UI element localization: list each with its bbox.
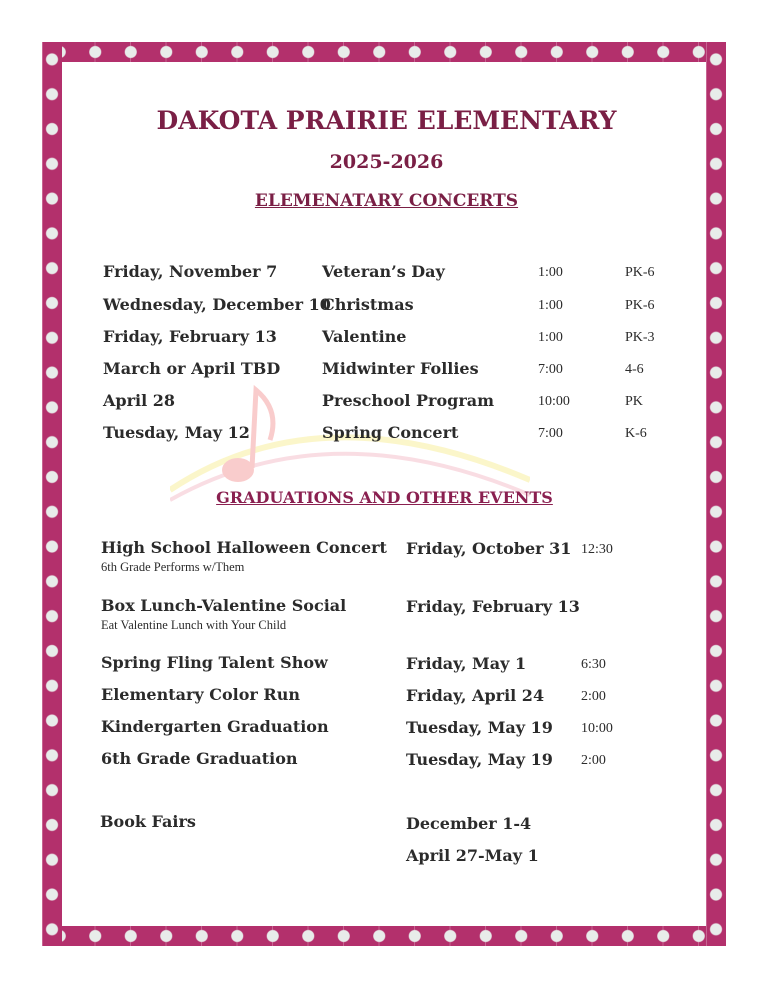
concert-grades: PK	[625, 394, 643, 409]
event-name: 6th Grade Graduation	[101, 749, 298, 768]
event-date: Friday, May 1	[406, 654, 527, 673]
concert-time: 7:00	[538, 426, 563, 441]
concert-date: Friday, November 7	[103, 262, 278, 281]
concert-grades: PK-3	[625, 330, 655, 345]
concert-grades: PK-6	[625, 265, 655, 280]
event-time: 2:00	[581, 753, 606, 768]
concert-name: Preschool Program	[322, 391, 495, 410]
concert-grades: K-6	[625, 426, 647, 441]
concert-name: Spring Concert	[322, 423, 459, 442]
concert-grades: PK-6	[625, 298, 655, 313]
concert-time: 7:00	[538, 362, 563, 377]
book-fairs-date: December 1-4	[406, 814, 532, 833]
concerts-heading: ELEMENATARY CONCERTS	[254, 191, 519, 211]
concert-time: 1:00	[538, 330, 563, 345]
event-time: 2:00	[581, 689, 606, 704]
event-date: Tuesday, May 19	[406, 718, 553, 737]
concert-name: Midwinter Follies	[322, 359, 479, 378]
concert-grades: 4-6	[625, 362, 644, 377]
concert-name: Christmas	[322, 295, 414, 314]
border-bottom	[42, 926, 726, 946]
border-top	[42, 42, 726, 62]
concert-date: March or April TBD	[103, 359, 281, 378]
school-year: 2025-2026	[329, 151, 444, 173]
concert-date: Friday, February 13	[103, 327, 277, 346]
concert-date: Wednesday, December 10	[103, 295, 331, 314]
event-date: Friday, April 24	[406, 686, 545, 705]
events-heading: GRADUATIONS AND OTHER EVENTS	[216, 488, 553, 507]
book-fairs-label: Book Fairs	[100, 812, 196, 831]
event-time: 10:00	[581, 721, 613, 736]
school-name: DAKOTA PRAIRIE ELEMENTARY	[156, 106, 617, 135]
event-name: Spring Fling Talent Show	[101, 653, 328, 672]
concert-name: Veteran’s Day	[322, 262, 445, 281]
event-time: 6:30	[581, 657, 606, 672]
event-name: High School Halloween Concert	[101, 538, 387, 557]
concert-date: April 28	[103, 391, 176, 410]
event-date: Tuesday, May 19	[406, 750, 553, 769]
concert-date: Tuesday, May 12	[103, 423, 250, 442]
concert-name: Valentine	[322, 327, 407, 346]
event-time: 12:30	[581, 542, 613, 557]
event-note: 6th Grade Performs w/Them	[101, 560, 245, 574]
event-date: Friday, February 13	[406, 597, 580, 616]
event-name: Box Lunch-Valentine Social	[101, 596, 347, 615]
event-name: Elementary Color Run	[101, 685, 300, 704]
concert-time: 10:00	[538, 394, 570, 409]
concert-time: 1:00	[538, 298, 563, 313]
concert-time: 1:00	[538, 265, 563, 280]
event-name: Kindergarten Graduation	[101, 717, 329, 736]
book-fairs-date: April 27-May 1	[406, 846, 539, 865]
event-date: Friday, October 31	[406, 539, 572, 558]
event-note: Eat Valentine Lunch with Your Child	[101, 618, 287, 632]
